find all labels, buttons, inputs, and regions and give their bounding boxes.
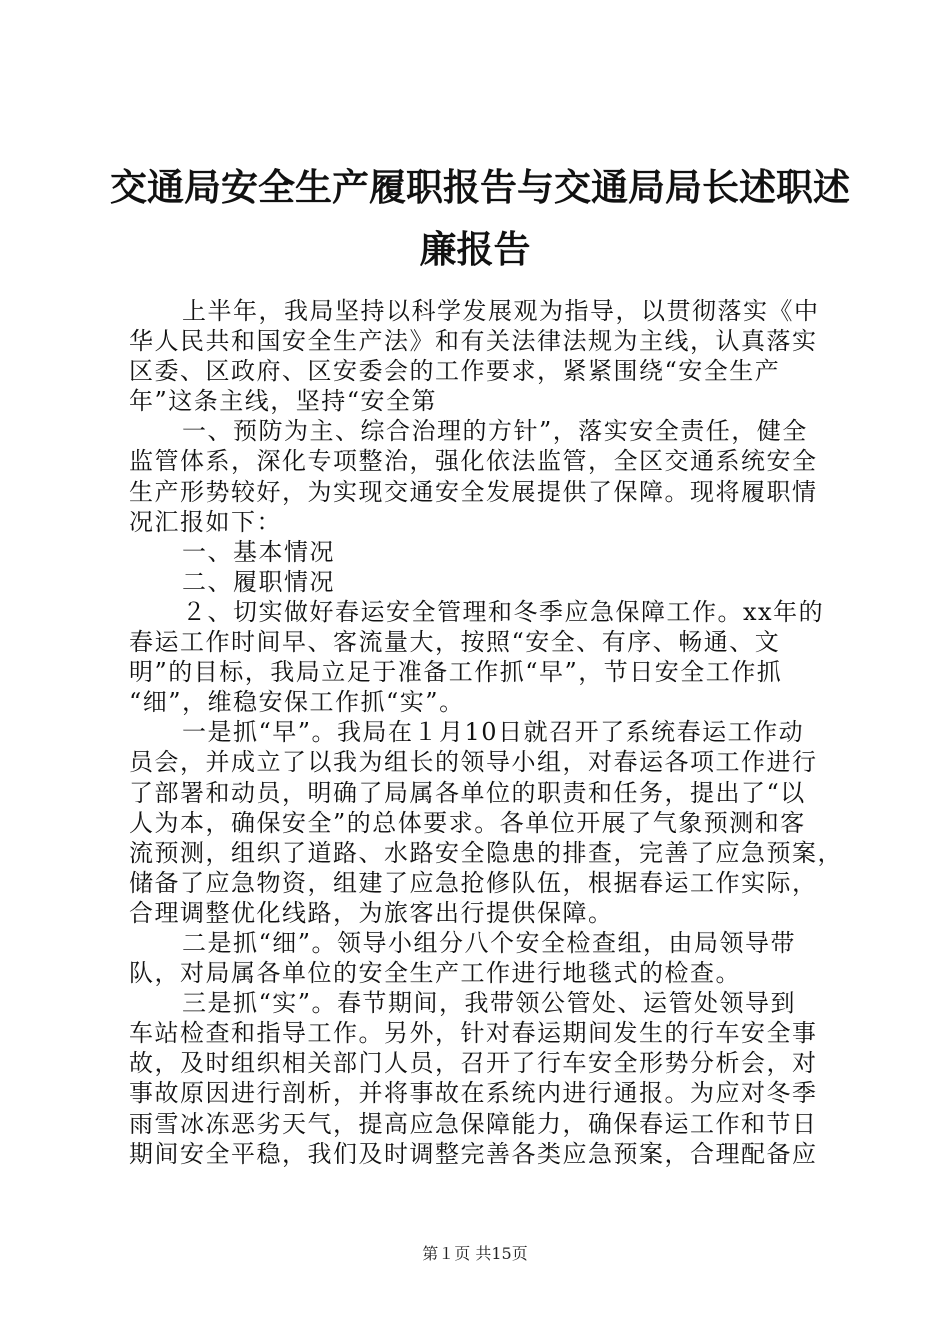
body-line: 区委、区政府、区安委会的工作要求，紧紧围绕“安全生产 [129,357,781,386]
body-line: 了部署和动员，明确了局属各单位的职责和任务，提出了“以 [129,778,806,807]
body-line: 流预测，组织了道路、水路安全隐患的排查，完善了应急预案， [129,838,843,867]
body-line: 春运工作时间早、客流量大，按照“安全、有序、畅通、文 [129,628,781,657]
body-line: 上半年，我局坚持以科学发展观为指导，以贯彻落实《中 [182,297,820,325]
body-line: 人为本，确保安全”的总体要求。各单位开展了气象预测和客 [129,808,806,837]
body-line: 监管体系，深化专项整治，强化依法监管，全区交通系统安全 [129,447,818,476]
body-line: 三是抓“实”。春节期间，我带领公管处、运管处领导到 [182,989,797,1018]
body-line: 事故原因进行剖析，并将事故在系统内进行通报。为应对冬季 [129,1079,818,1108]
body-line: 合理调整优化线路，为旅客出行提供保障。 [129,898,614,927]
body-line: 年”这条主线，坚持“安全第 [129,387,438,416]
document-title [110,156,850,280]
body-line: 生产形势较好，为实现交通安全发展提供了保障。现将履职情 [129,477,818,506]
body-line: 一是抓“早”。我局在１月10日就召开了系统春运工作动 [182,718,805,747]
body-line: 储备了应急物资，组建了应急抢修队伍，根据春运工作实际， [129,868,818,897]
body-line: 明”的目标，我局立足于准备工作抓“早”，节日安全工作抓 [129,658,783,687]
body-line: 期间安全平稳，我们及时调整完善各类应急预案，合理配备应 [129,1139,818,1168]
body-line: 二是抓“细”。领导小组分八个安全检查组，由局领导带 [182,928,797,957]
title-line-2: 廉报告 [419,227,531,271]
title-line-1: 交通局安全生产履职报告与交通局局长述职述 [110,165,850,209]
body-line: 队，对局属各单位的安全生产工作进行地毯式的检查。 [129,959,741,988]
body-line: 员会，并成立了以我为组长的领导小组，对春运各项工作进行 [129,748,818,777]
body-line: 车站检查和指导工作。另外，针对春运期间发生的行车安全事 [129,1019,818,1048]
body-line: 故，及时组织相关部门人员，召开了行车安全形势分析会，对 [129,1049,818,1078]
body-line: 华人民共和国安全生产法》和有关法律法规为主线，认真落实 [129,327,818,356]
body-line: 一、预防为主、综合治理的方针”，落实安全责任，健全 [182,417,808,446]
body-line: 一、基本情况 [182,537,335,566]
body-line: ２、切实做好春运安全管理和冬季应急保障工作。xx年的 [182,597,825,626]
body-line: 况汇报如下： [129,507,282,536]
document-body [129,296,843,1169]
page-footer: 第１页 共15页 [422,1244,528,1263]
body-line: 二、履职情况 [182,567,335,596]
body-line: 雨雪冰冻恶劣天气，提高应急保障能力，确保春运工作和节日 [129,1109,818,1138]
body-line: “细”，维稳安保工作抓“实”。 [129,688,465,717]
